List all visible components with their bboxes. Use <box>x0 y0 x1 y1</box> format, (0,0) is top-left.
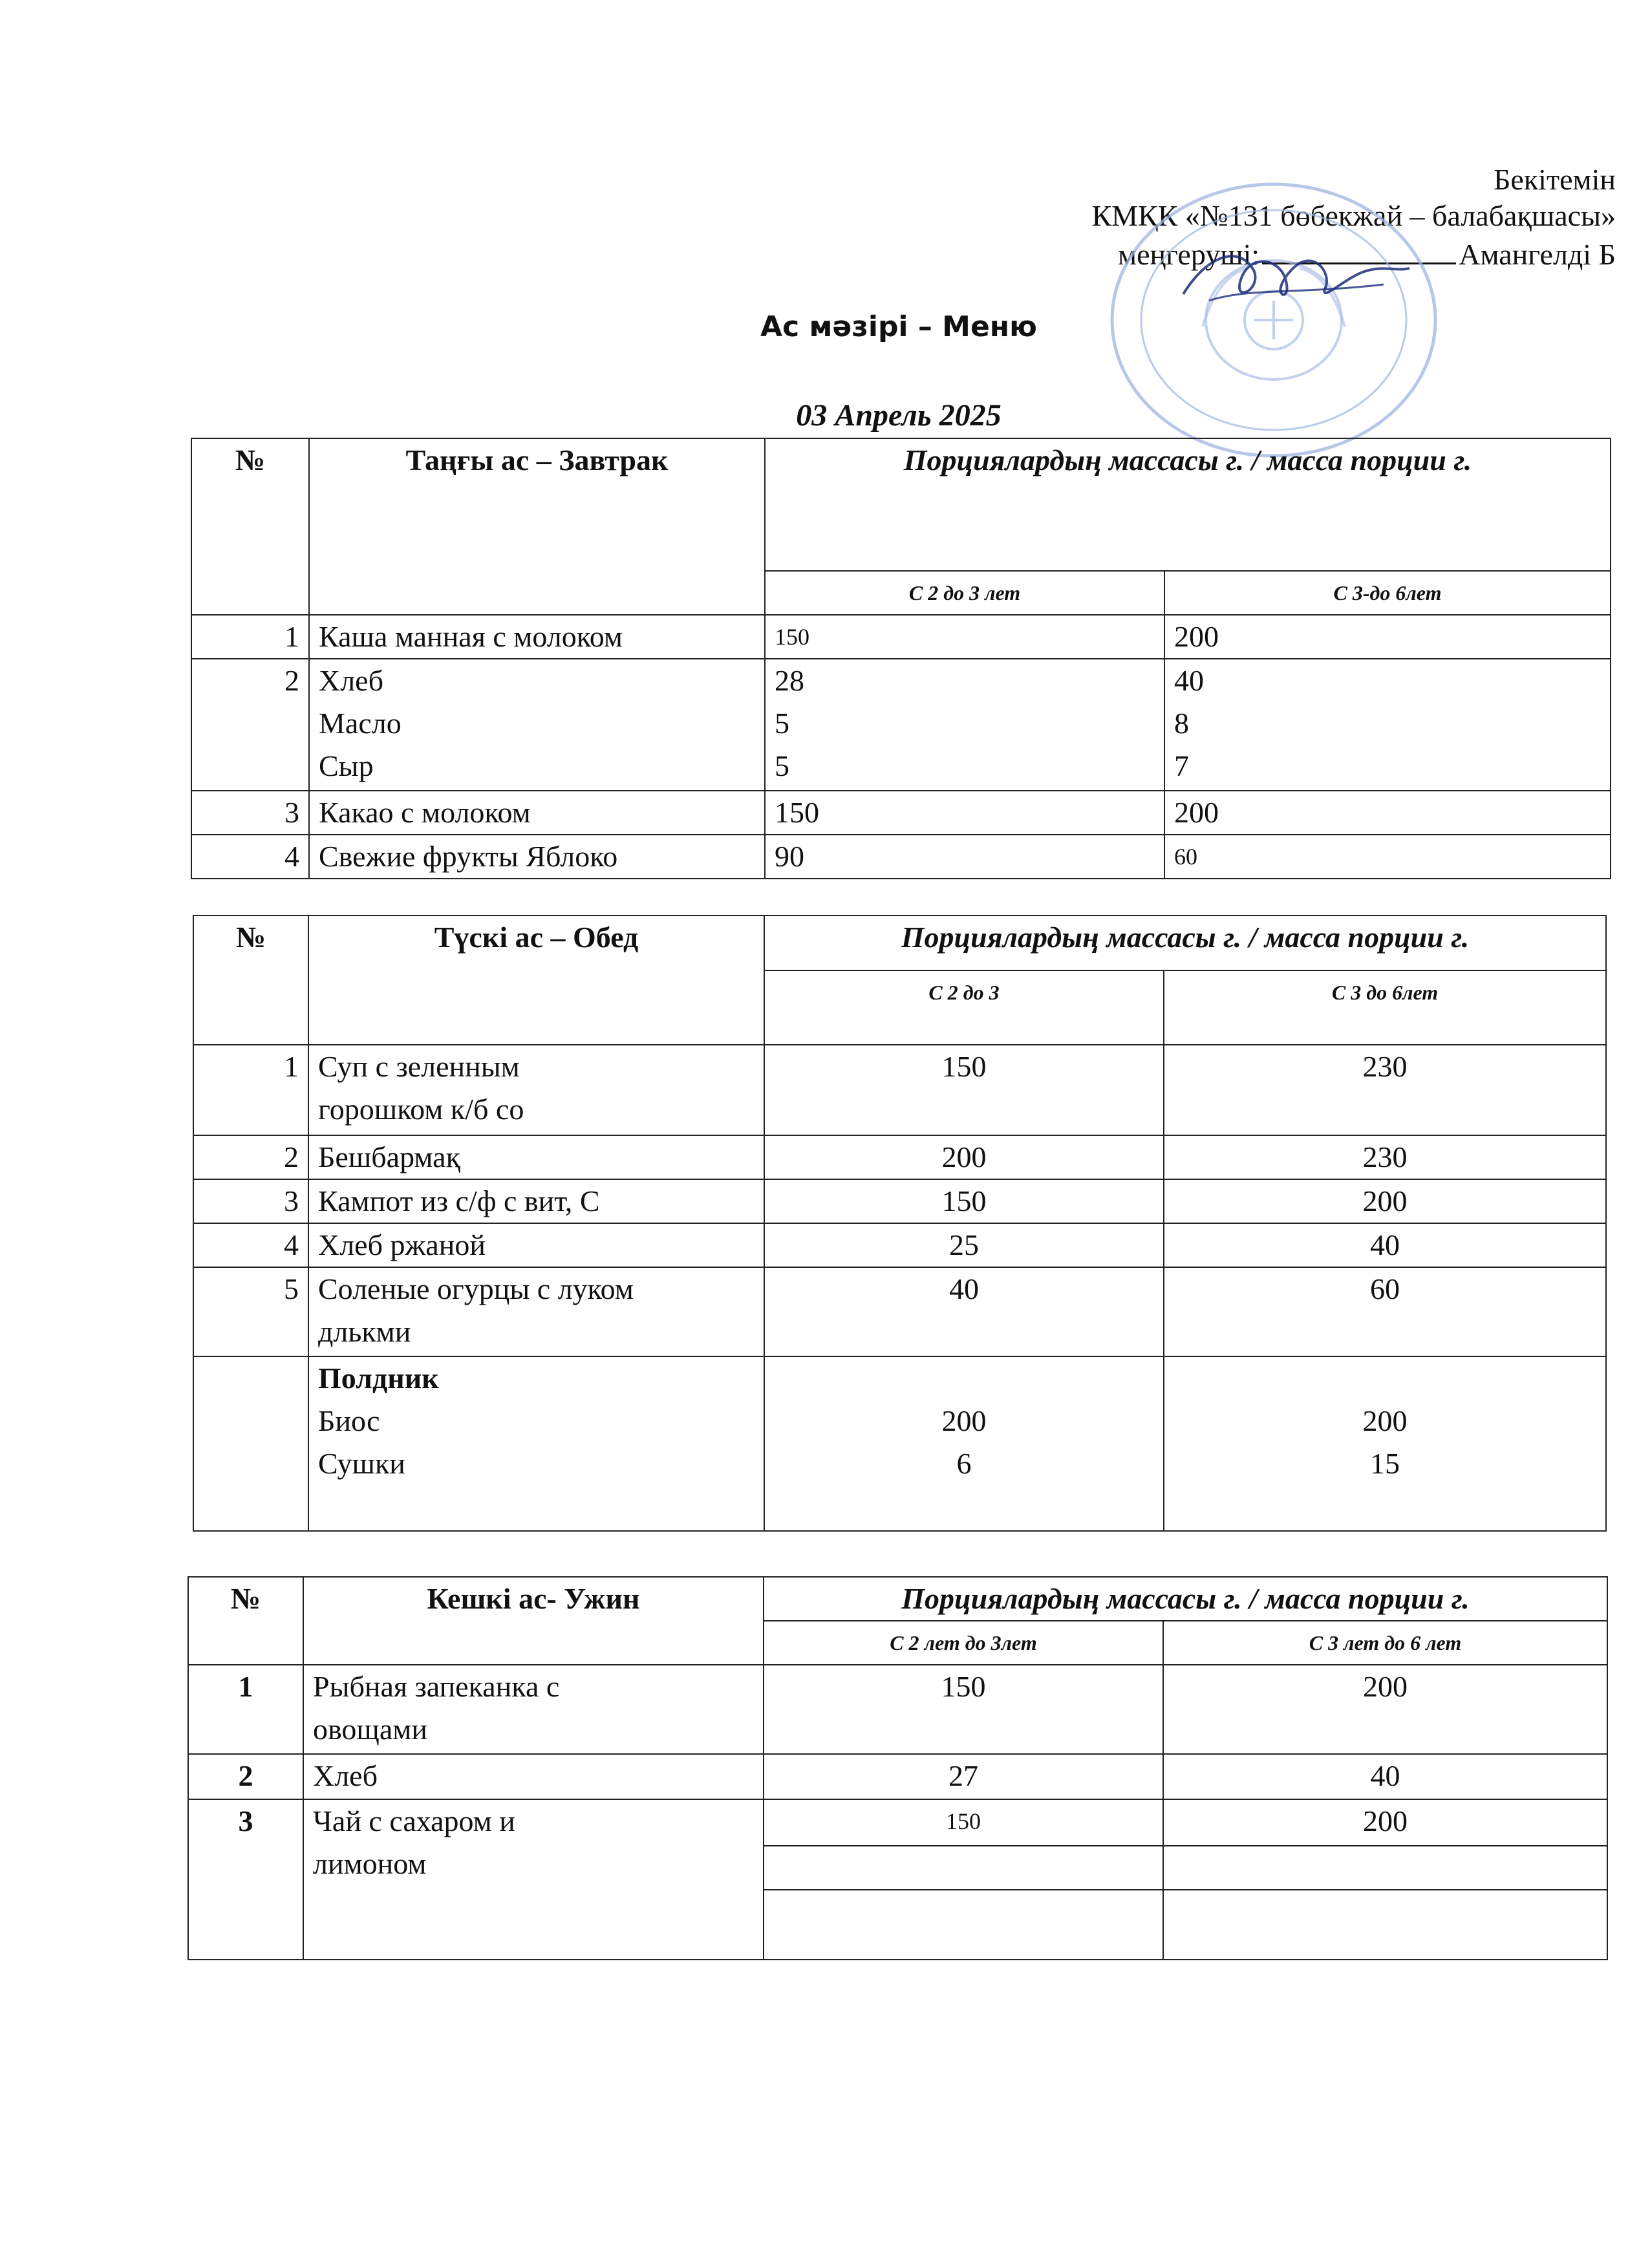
snack-title: Полдник <box>318 1362 439 1395</box>
portion-2-3: 6 <box>956 1447 972 1480</box>
table-row <box>191 835 1611 879</box>
lunch-table <box>193 915 1607 1532</box>
dinner-age-3-6: С 3 лет до 6 лет <box>1163 1621 1607 1665</box>
row-number: 2 <box>191 659 309 791</box>
portion-2-3: 200 <box>941 1404 987 1437</box>
table-row <box>193 1045 1606 1135</box>
organization-name: КМҚК «№131 бөбекжай – балабақшасы» <box>1091 199 1616 232</box>
lunch-age-3-6: С 3 до 6лет <box>1164 970 1606 1045</box>
portion-3-6: 60 <box>1164 835 1611 879</box>
meal-name: Биос <box>318 1404 380 1437</box>
dinner-table <box>188 1576 1608 1960</box>
portion-3-6: 60 <box>1164 1267 1606 1356</box>
row-number: 1 <box>191 615 309 659</box>
table-row <box>193 1267 1606 1356</box>
portion-2-3: 40 <box>764 1267 1164 1356</box>
meal-name <box>308 1267 764 1356</box>
menu-date: 03 Апрель 2025 <box>796 398 1002 433</box>
portion-2-3: 5 <box>775 707 789 740</box>
table-row <box>193 1223 1606 1267</box>
breakfast-age-3-6: С 3-до 6лет <box>1164 571 1611 615</box>
portion-3-6: 8 <box>1174 707 1189 740</box>
portion-3-6: 200 <box>1164 615 1611 659</box>
portion-3-6: 40 <box>1174 664 1204 697</box>
meal-name: Кампот из с/ф с вит, С <box>308 1179 764 1223</box>
meal-name-line: лимоном <box>313 1847 427 1880</box>
table-row <box>193 1179 1606 1223</box>
breakfast-table <box>191 438 1611 879</box>
portion-2-3: 150 <box>764 1045 1164 1135</box>
portion-2-3: 150 <box>765 615 1164 659</box>
meal-name: Бешбармақ <box>308 1135 764 1179</box>
portion-3-6: 200 <box>1362 1404 1408 1437</box>
table-row <box>188 1799 1607 1846</box>
portion-3-6: 40 <box>1163 1754 1607 1799</box>
dinner-col-number: № <box>188 1577 303 1665</box>
table-row <box>191 791 1611 835</box>
handwritten-signature-icon <box>1170 233 1416 323</box>
meal-name: Свежие фрукты Яблоко <box>309 835 765 879</box>
meal-name: Хлеб <box>303 1754 764 1799</box>
menu-title: Ас мәзірі – Меню <box>760 310 1037 343</box>
table-row <box>188 1665 1607 1754</box>
portion-3-6: 15 <box>1370 1447 1400 1480</box>
row-number: 1 <box>193 1045 308 1135</box>
portion-2-3: 150 <box>764 1799 1163 1846</box>
row-number: 2 <box>188 1754 303 1799</box>
table-row <box>191 659 1611 791</box>
row-number-empty <box>193 1356 308 1531</box>
portion-3-6-group <box>1164 659 1611 791</box>
approve-heading: Бекітемін <box>1494 163 1616 196</box>
table-row <box>188 1754 1607 1799</box>
table-row <box>191 615 1611 659</box>
meal-name: Каша манная с молоком <box>309 615 765 659</box>
dinner-col-mass: Порциялардың массасы г. / масса порции г. <box>764 1577 1607 1621</box>
row-number: 4 <box>193 1223 308 1267</box>
meal-name-line: Соленые огурцы с луком <box>318 1272 634 1305</box>
portion-2-3: 150 <box>765 791 1164 835</box>
portion-3-6: 200 <box>1164 1179 1606 1223</box>
row-number: 2 <box>193 1135 308 1179</box>
meal-name-line: горошком к/б со <box>318 1093 524 1126</box>
meal-name-line: Чай с сахаром и <box>313 1804 515 1837</box>
portion-2-3: 90 <box>765 835 1164 879</box>
portion-3-6: 40 <box>1164 1223 1606 1267</box>
portion-2-3: 150 <box>764 1179 1164 1223</box>
portion-2-3-group <box>765 659 1164 791</box>
row-number: 3 <box>191 791 309 835</box>
lunch-col-number: № <box>193 915 308 1045</box>
meal-name: Масло <box>319 707 402 740</box>
row-number: 5 <box>193 1267 308 1356</box>
empty-cell <box>1163 1846 1607 1890</box>
portion-2-3: 27 <box>764 1754 1163 1799</box>
breakfast-age-2-3: С 2 до 3 лет <box>765 571 1164 615</box>
table-row <box>193 1135 1606 1179</box>
row-number: 1 <box>188 1665 303 1754</box>
portion-2-3: 5 <box>775 749 789 782</box>
breakfast-col-number: № <box>191 438 309 615</box>
portion-2-3: 200 <box>764 1135 1164 1179</box>
meal-name: Хлеб ржаной <box>308 1223 764 1267</box>
meal-name: Сушки <box>318 1447 405 1480</box>
head-name: Амангелді Б <box>1459 238 1616 271</box>
empty-cell <box>764 1890 1163 1960</box>
lunch-col-mass: Порциялардың массасы г. / масса порции г. <box>764 915 1606 970</box>
meal-name-line: Суп с зеленным <box>318 1050 520 1083</box>
row-number: 3 <box>193 1179 308 1223</box>
meal-name: Сыр <box>319 749 374 782</box>
portion-3-6: 200 <box>1163 1799 1607 1846</box>
portion-3-6: 7 <box>1174 749 1189 782</box>
portion-3-6: 200 <box>1164 791 1611 835</box>
portion-3-6: 230 <box>1164 1135 1606 1179</box>
meal-name-line: Рыбная запеканка с <box>313 1670 560 1703</box>
dinner-age-2-3: С 2 лет до 3лет <box>764 1621 1163 1665</box>
portion-3-6-group <box>1164 1356 1606 1531</box>
row-number: 3 <box>188 1799 303 1960</box>
meal-name: Какао с молоком <box>309 791 765 835</box>
meal-name-group <box>309 659 765 791</box>
portion-3-6: 230 <box>1164 1045 1606 1135</box>
meal-name: Хлеб <box>319 664 383 697</box>
portion-3-6: 200 <box>1163 1665 1607 1754</box>
meal-name-line: длькми <box>318 1315 411 1348</box>
snack-items <box>308 1356 764 1531</box>
empty-cell <box>1163 1890 1607 1960</box>
meal-name <box>303 1799 764 1960</box>
row-number: 4 <box>191 835 309 879</box>
portion-2-3-group <box>764 1356 1164 1531</box>
lunch-col-meal: Түскі ас – Обед <box>308 915 764 1045</box>
meal-name <box>303 1665 764 1754</box>
portion-2-3: 150 <box>764 1665 1163 1754</box>
breakfast-col-mass: Порциялардың массасы г. / масса порции г. <box>765 438 1611 571</box>
lunch-age-2-3: С 2 до 3 <box>764 970 1164 1045</box>
meal-name <box>308 1045 764 1135</box>
portion-2-3: 25 <box>764 1223 1164 1267</box>
empty-cell <box>764 1846 1163 1890</box>
meal-name-line: овощами <box>313 1713 427 1746</box>
snack-row <box>193 1356 1606 1531</box>
dinner-col-meal: Кешкі ас- Ужин <box>303 1577 764 1665</box>
breakfast-col-meal: Таңғы ас – Завтрак <box>309 438 765 615</box>
position-label: меңгеруші: <box>1118 238 1260 271</box>
portion-2-3: 28 <box>775 664 804 697</box>
